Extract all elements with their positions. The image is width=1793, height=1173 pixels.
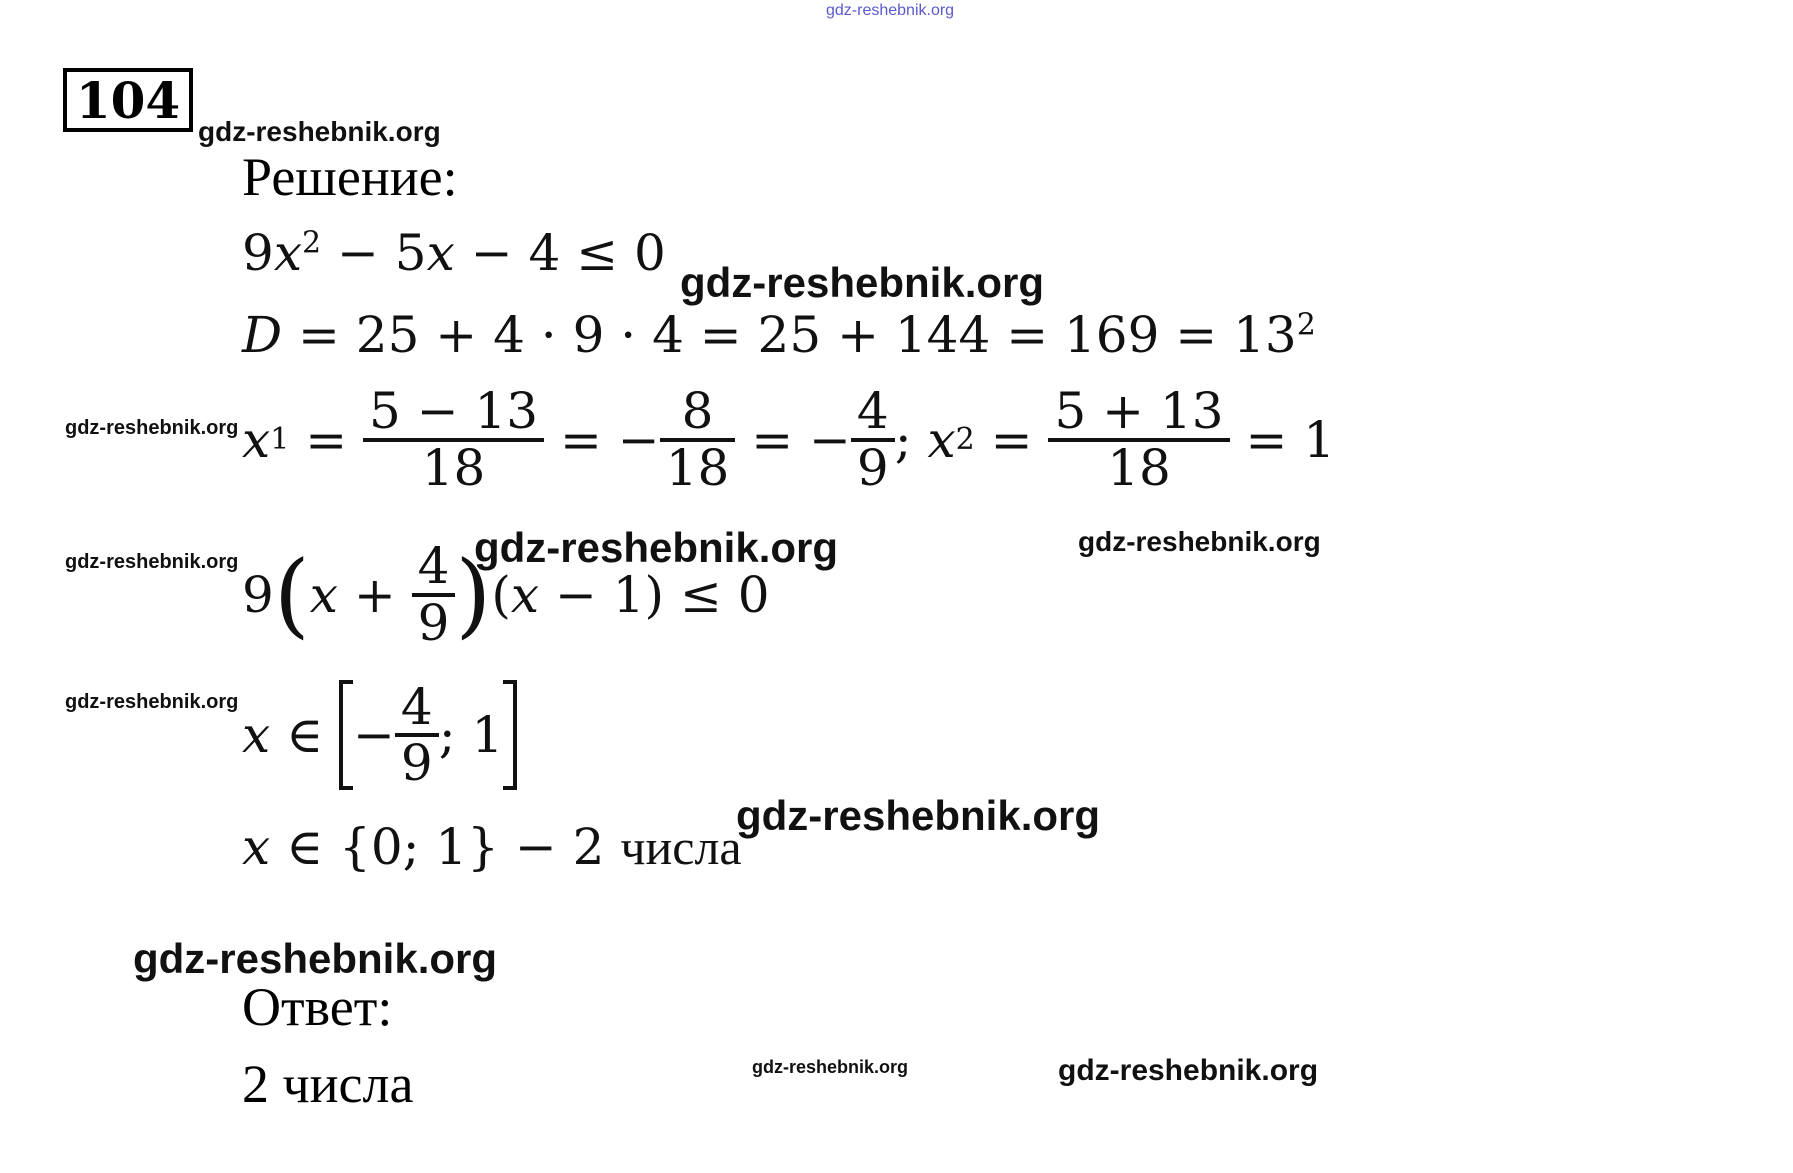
equals: = − bbox=[735, 410, 851, 469]
coefficient: 9 bbox=[242, 565, 274, 624]
numerator: 4 bbox=[412, 540, 456, 597]
fraction bbox=[363, 382, 544, 497]
fraction bbox=[851, 382, 895, 497]
watermark: gdz-reshebnik.org bbox=[133, 935, 498, 982]
coefficient: 9 bbox=[242, 224, 274, 282]
fraction bbox=[1048, 382, 1229, 497]
numerator: 4 bbox=[395, 681, 439, 738]
watermark: gdz-reshebnik.org bbox=[680, 259, 1045, 306]
watermark: gdz-reshebnik.org bbox=[65, 417, 239, 439]
equals: = bbox=[289, 410, 363, 469]
watermark: gdz-reshebnik.org bbox=[474, 524, 839, 571]
answer-text: 2 числа bbox=[242, 1054, 414, 1114]
roots-line bbox=[242, 382, 1336, 497]
task-number: 104 bbox=[63, 68, 193, 132]
watermark: gdz-reshebnik.org bbox=[736, 792, 1101, 839]
fraction bbox=[395, 677, 439, 792]
denominator: 9 bbox=[856, 438, 889, 497]
denominator: 18 bbox=[665, 438, 730, 497]
variable: x bbox=[426, 224, 455, 282]
plus: + bbox=[337, 565, 412, 624]
right-bracket bbox=[503, 680, 517, 790]
interval-line bbox=[242, 677, 517, 792]
numerator: 4 bbox=[851, 385, 895, 442]
denominator: 18 bbox=[421, 438, 486, 497]
watermark: gdz-reshebnik.org bbox=[65, 551, 239, 573]
denominator: 9 bbox=[400, 734, 433, 792]
numerator: 5 − 13 bbox=[363, 385, 544, 442]
subscript: 2 bbox=[955, 421, 975, 457]
left-paren: ( bbox=[273, 540, 310, 648]
answer-heading: Ответ: bbox=[242, 977, 393, 1037]
watermark: gdz-reshebnik.org bbox=[1058, 1054, 1319, 1087]
expression: = 25 + 4 · 9 · 4 = 25 + 144 = 169 = 13 bbox=[282, 306, 1297, 364]
variable: x bbox=[273, 224, 303, 282]
subscript: 1 bbox=[270, 421, 290, 457]
variable: x bbox=[927, 410, 956, 469]
watermark: gdz-reshebnik.org bbox=[752, 1057, 909, 1077]
result: = 1 bbox=[1229, 410, 1336, 469]
variable: x bbox=[242, 410, 271, 469]
watermark-top: gdz-reshebnik.org bbox=[826, 2, 955, 19]
exponent: 2 bbox=[302, 225, 322, 261]
fraction bbox=[660, 382, 736, 497]
denominator: 18 bbox=[1107, 438, 1171, 497]
interval-end: ; 1 bbox=[438, 706, 504, 764]
equals: = bbox=[974, 410, 1049, 469]
equals: = − bbox=[544, 410, 660, 469]
separator: ; bbox=[894, 410, 928, 469]
set: ∈ {0; 1} − 2 bbox=[270, 818, 621, 876]
element-of: ∈ bbox=[270, 706, 340, 764]
variable: x bbox=[242, 818, 271, 876]
watermark: gdz-reshebnik.org bbox=[198, 116, 441, 147]
denominator: 9 bbox=[417, 593, 450, 652]
numerator: 5 + 13 bbox=[1048, 385, 1229, 442]
numerator: 8 bbox=[660, 385, 736, 442]
watermark: gdz-reshebnik.org bbox=[65, 691, 239, 713]
paren: ( bbox=[491, 565, 511, 624]
left-bracket bbox=[339, 680, 353, 790]
factored-line bbox=[242, 537, 770, 652]
integers-line bbox=[242, 818, 742, 876]
right-paren: ) bbox=[455, 540, 492, 648]
minus: − bbox=[353, 706, 395, 764]
fraction bbox=[412, 537, 456, 652]
watermark: gdz-reshebnik.org bbox=[1078, 526, 1321, 557]
variable: x bbox=[242, 706, 271, 764]
exponent: 2 bbox=[1296, 307, 1316, 343]
term: − 1) ≤ 0 bbox=[539, 565, 770, 624]
term: − 5 bbox=[321, 224, 427, 282]
discriminant-line bbox=[242, 306, 1316, 364]
term: − 4 ≤ 0 bbox=[454, 224, 666, 282]
variable: x bbox=[510, 565, 540, 624]
solution-heading: Решение: bbox=[242, 147, 458, 207]
variable: D bbox=[242, 306, 283, 364]
variable: x bbox=[309, 565, 338, 624]
inequality-line bbox=[242, 224, 666, 282]
word: числа bbox=[620, 819, 742, 875]
